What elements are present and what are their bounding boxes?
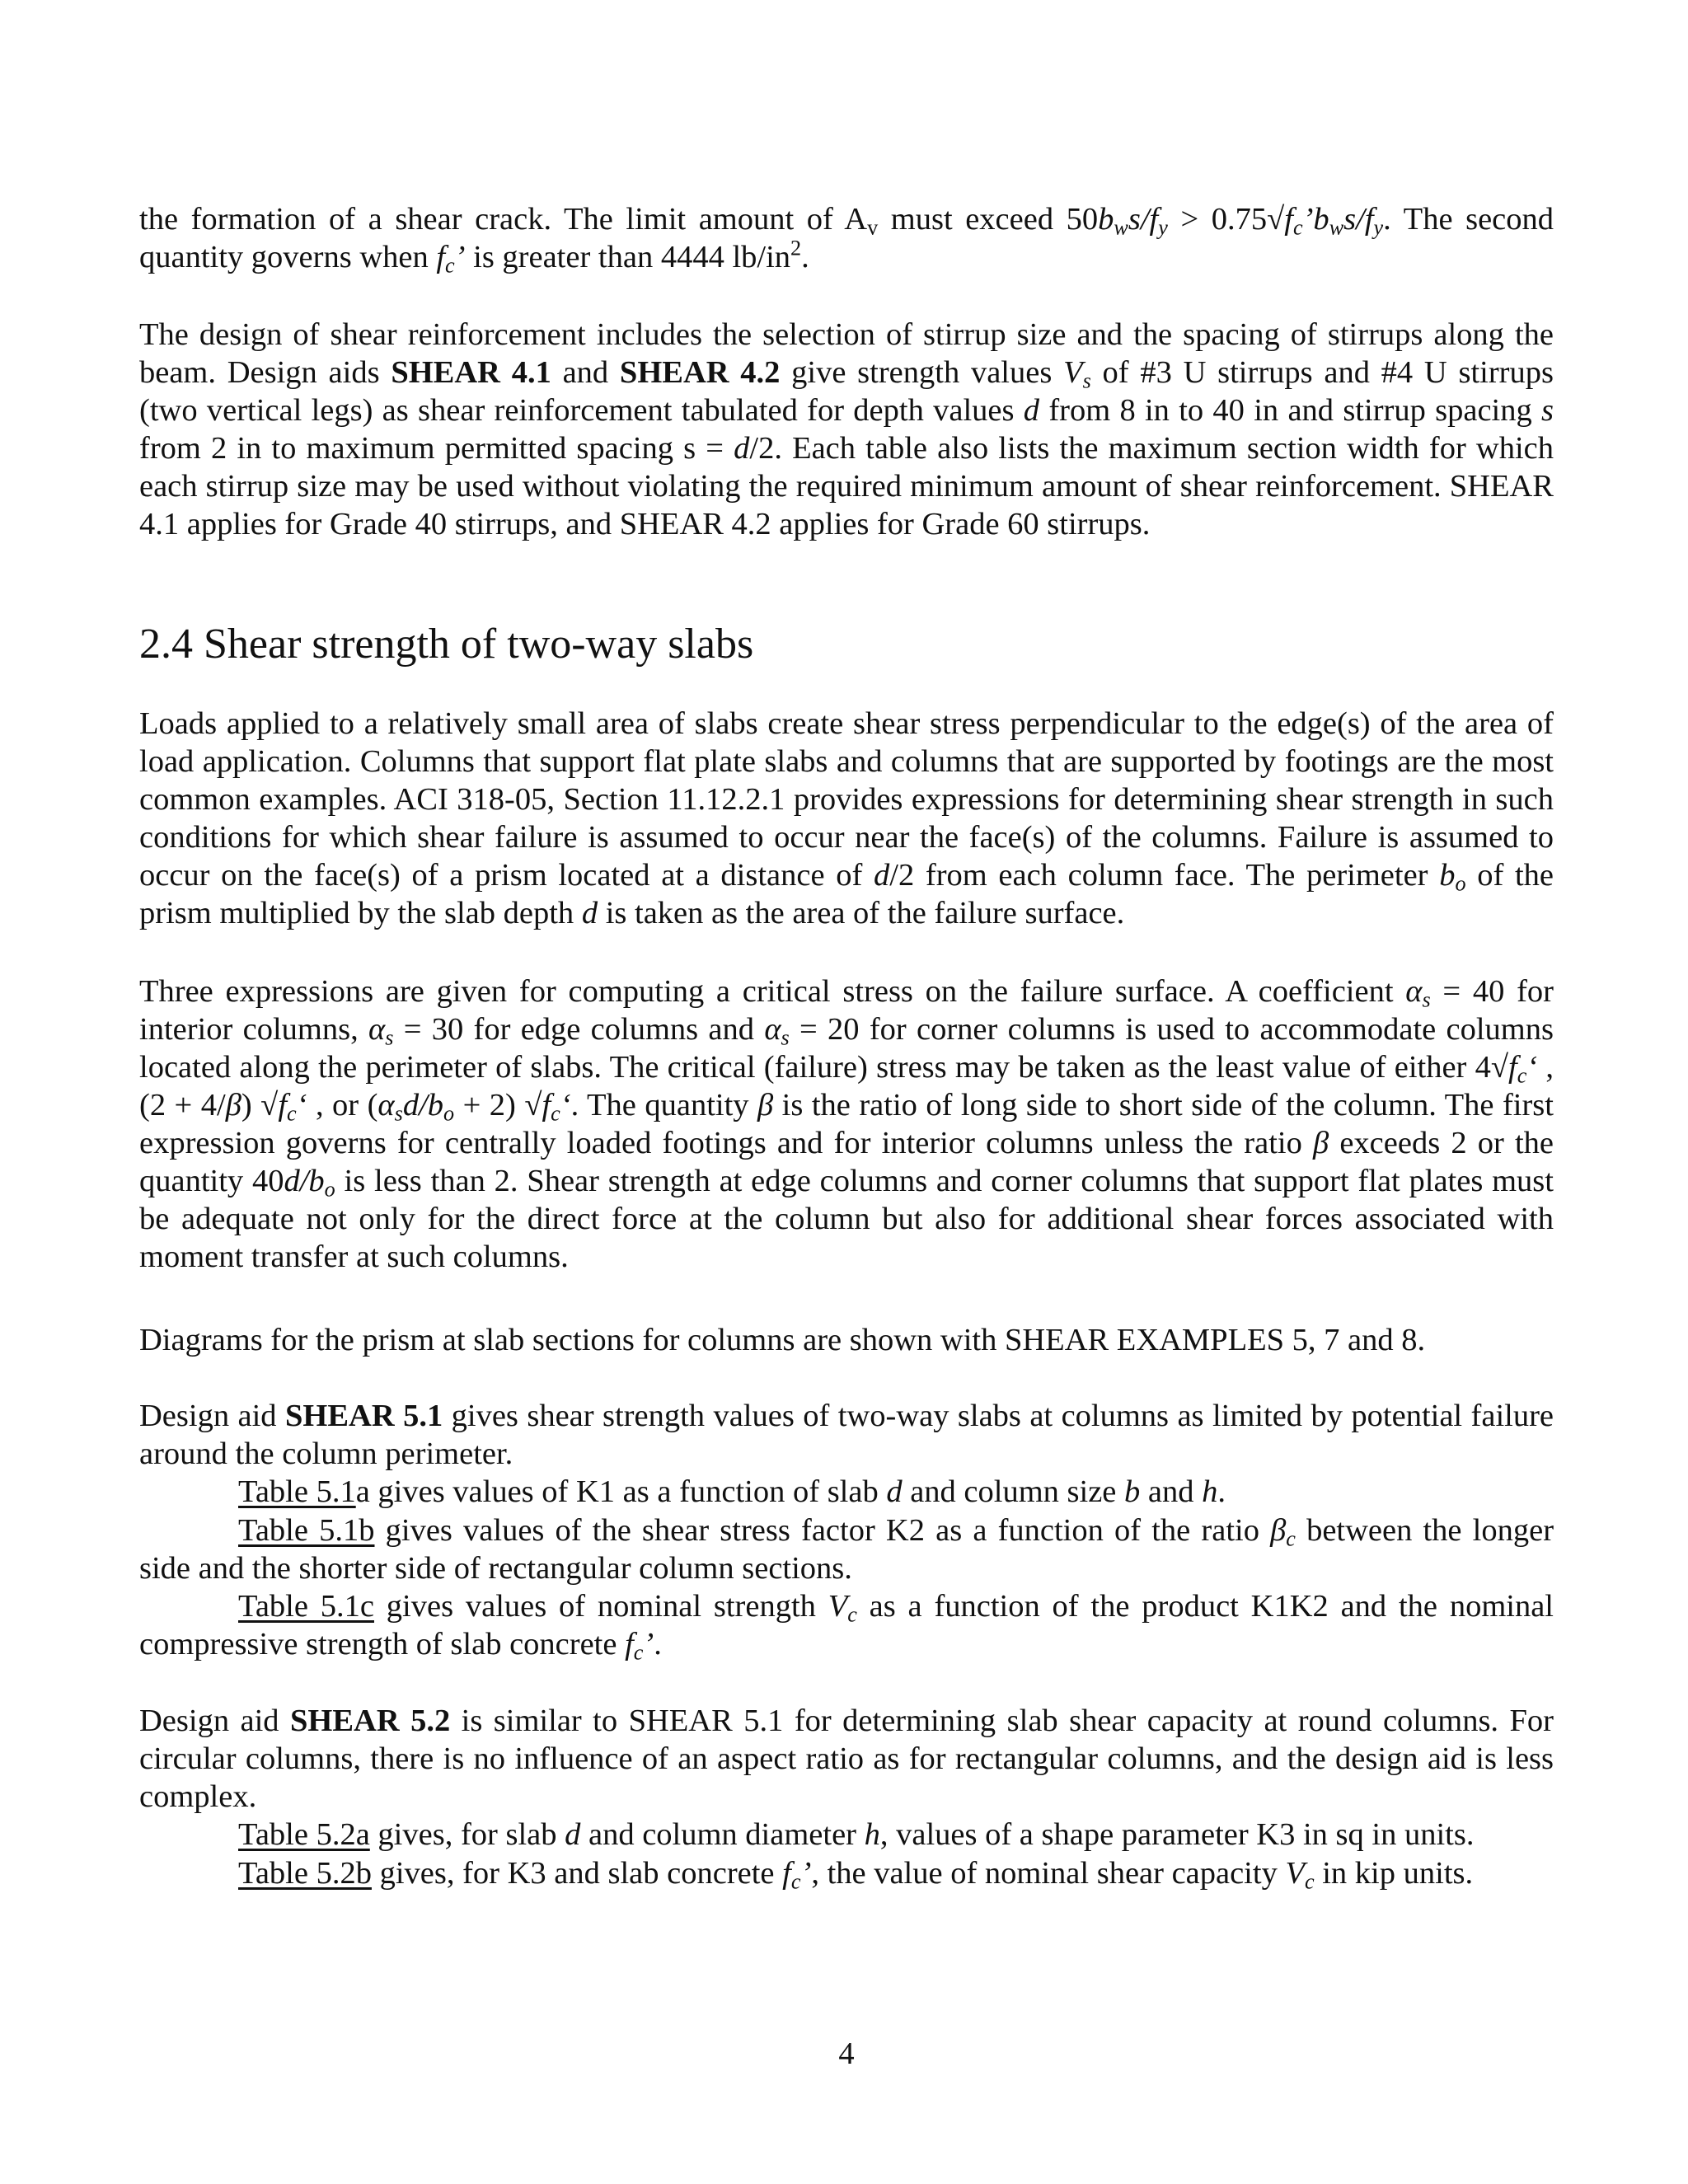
link-table-5-2b[interactable]: Table 5.2b — [238, 1856, 372, 1891]
paragraph-table-5-2a: Table 5.2a gives, for slab d and column diameter h, values of a shape parameter K3 in sq in units. — [238, 1817, 1475, 1852]
section-heading: 2.4 Shear strength of two-way slabs — [139, 621, 754, 668]
page-number: 4 — [838, 2036, 855, 2071]
sqrt-symbol: √ — [1267, 202, 1285, 237]
paragraph-min-shear-reinforcement: the formation of a shear crack. The limit amount of $A_v$ must exceed $50b_ws/f_y$ > $0.75√f_c’b_ws/f_y$. The second quantity governs when $f_c$’ is greater than 4444 $lb/in^2$. — [139, 202, 1554, 278]
paragraph-table-5-2b: Table 5.2b gives, for K3 and slab concrete $f_c$’, the value of nominal shear capacity $V_c$ in kip units. — [238, 1856, 1474, 1894]
paragraph-slab-loads: Loads applied to a relatively small area of slabs create shear stress perpendicular to the edge(s) of the area of load application. Columns that support flat plate slabs and columns that are supported by footings are the most common examples. ACI 318-05, Section 11.12.2.1 provides expressions for determining shear strength in such conditions for which shear failure is assumed to occur near the face(s) of the columns. Failure is assumed to occur on the face(s) of a prism located at a distance of d/2 from each column face. The perimeter $b_o$ of the prism multiplied by the slab depth d is taken as the area of the failure surface. — [139, 706, 1554, 930]
paragraph-table-5-1a: Table 5.1a gives values of K1 as a function of slab d and column size b and h. — [238, 1474, 1226, 1509]
paragraph-table-5-1b: Table 5.1b gives values of the shear stress factor K2 as a function of the ratio $\beta_c$ between the longer side and the shorter side of rectangular column sections. — [139, 1513, 1554, 1586]
link-table-5-2a[interactable]: Table 5.2a — [238, 1817, 370, 1852]
paragraph-table-5-1c: Table 5.1c gives values of nominal strength $V_c$ as a function of the product K1K2 and the nominal compressive strength of slab concrete $f_c$’. — [139, 1589, 1554, 1665]
link-table-5-1a[interactable]: Table 5.1 — [238, 1474, 356, 1509]
paragraph-shear-5-1: Design aid SHEAR 5.1 gives shear strength values of two-way slabs at columns as limited by potential failure around the column perimeter. — [139, 1399, 1554, 1471]
paragraph-diagrams: Diagrams for the prism at slab sections for columns are shown with SHEAR EXAMPLES 5, 7 and 8. — [139, 1323, 1426, 1357]
link-table-5-1b[interactable]: Table 5.1b — [238, 1513, 375, 1548]
paragraph-shear-reinforcement-design: The design of shear reinforcement includes the selection of stirrup size and the spacing of stirrups along the beam. Design aids SHEAR 4.1 and SHEAR 4.2 give strength values $V_s$ of #3 U stirrups and #4 U stirrups (two vertical legs) as shear reinforcement tabulated for depth values d from 8 in to 40 in and stirrup spacing s from 2 in to maximum permitted spacing s = d/2. Each table also lists the maximum section width for which each stirrup size may be used without violating the required minimum amount of shear reinforcement. SHEAR 4.1 applies for Grade 40 stirrups, and SHEAR 4.2 applies for Grade 60 stirrups. — [139, 317, 1554, 541]
paragraph-shear-5-2: Design aid SHEAR 5.2 is similar to SHEAR 5.1 for determining slab shear capacity at round columns. For circular columns, there is no influence of an aspect ratio as for rectangular columns, and the design aid is less complex. — [139, 1704, 1554, 1814]
paragraph-critical-stress: Three expressions are given for computing a critical stress on the failure surface. A coefficient $\alpha_s = 40$ for interior columns, $\alpha_s = 30$ for edge columns and $\alpha_s = 20$ for corner columns is used to accommodate columns located along the perimeter of slabs. The critical (failure) stress may be taken as the least value of either $4√f_c‘$ , (2 + 4/β) $√f_c‘$ , or $(\alpha_sd/b_o + 2)$ $√f_c‘$. The quantity β is the ratio of long side to short side of the column. The first expression governs for centrally loaded footings and for interior columns unless the ratio β exceeds 2 or the quantity $40d/b_o$ is less than 2. Shear strength at edge columns and corner columns that support flat plates must be adequate not only for the direct force at the column but also for additional shear forces associated with moment transfer at such columns. — [139, 974, 1554, 1274]
link-table-5-1c[interactable]: Table 5.1c — [238, 1589, 374, 1624]
